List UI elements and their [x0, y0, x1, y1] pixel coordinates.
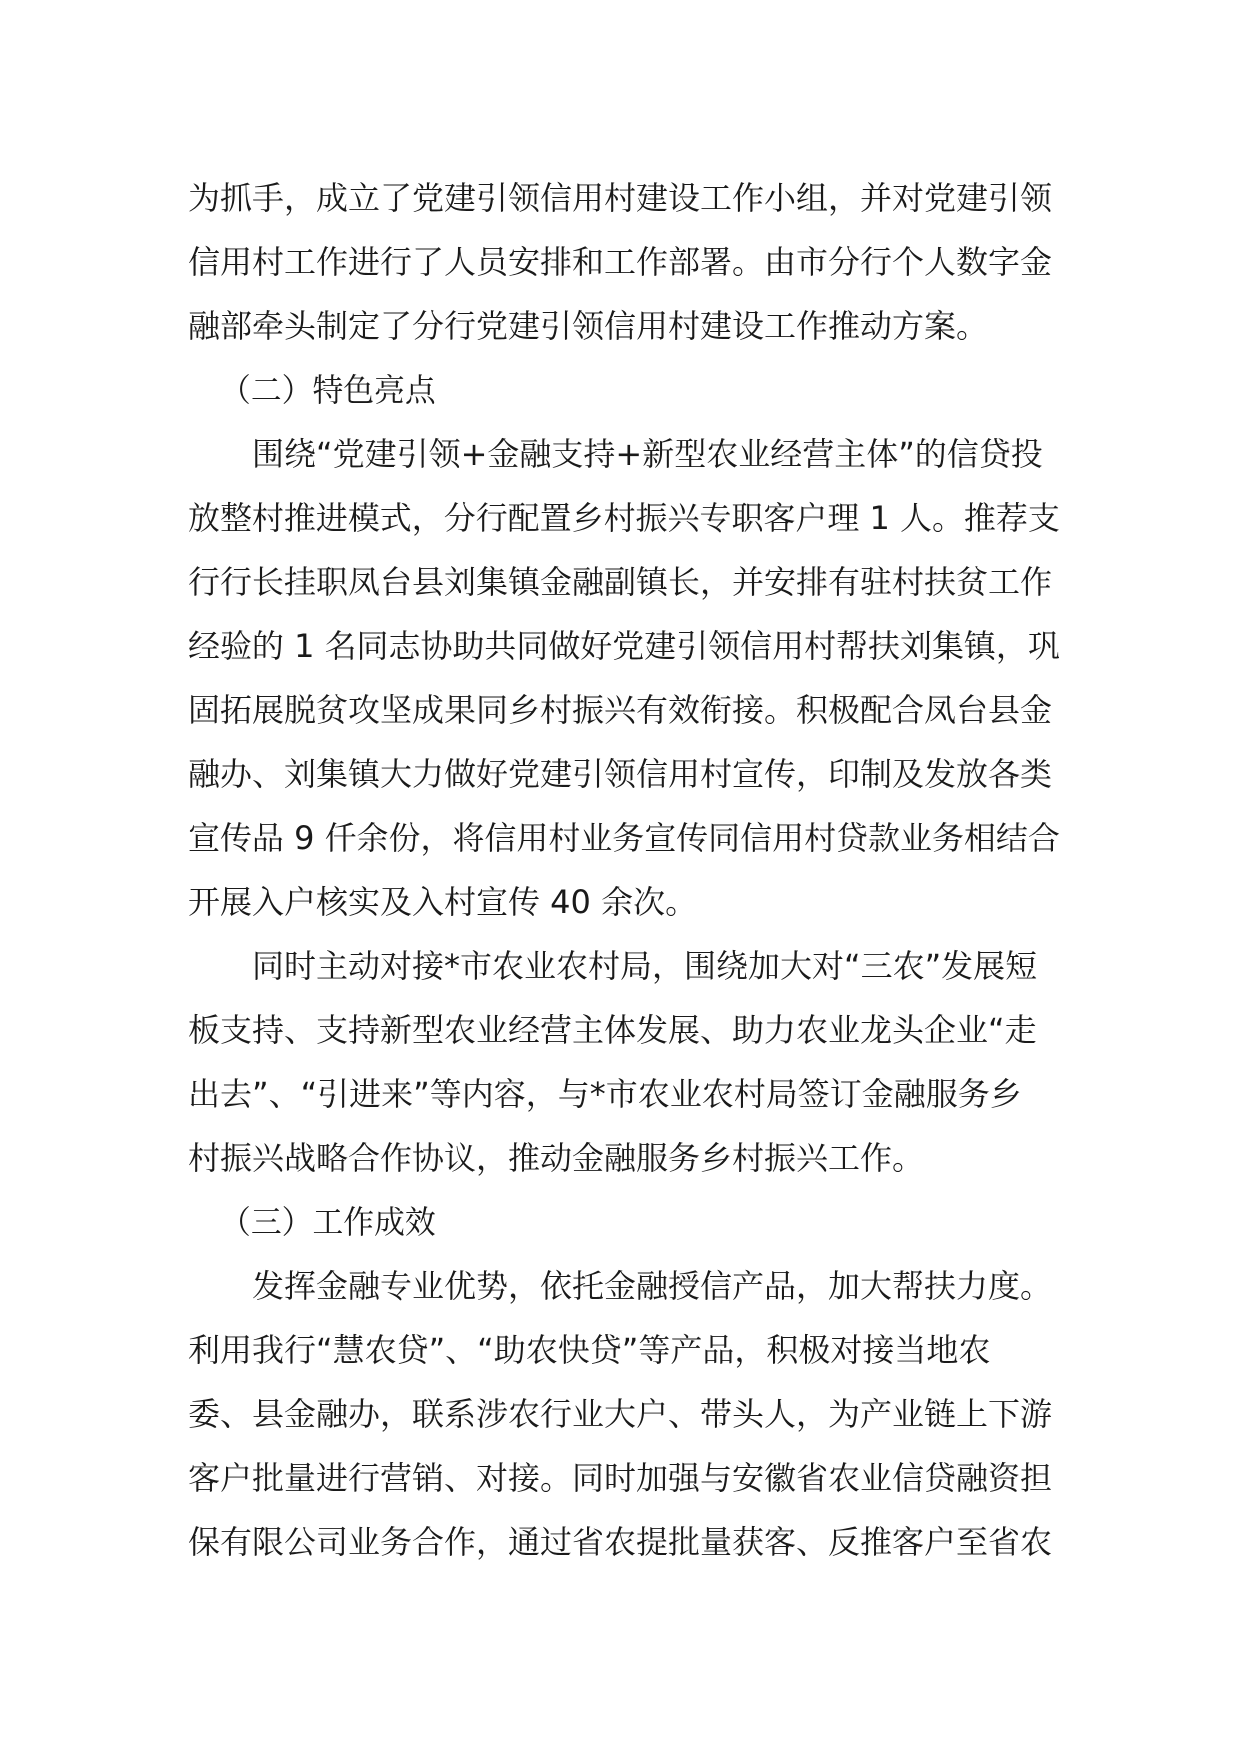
paragraph-line: 放整村推进模式，分行配置乡村振兴专职客户理 1 人。推荐支 [188, 499, 1060, 537]
paragraph-line: 村振兴战略合作协议，推动金融服务乡村振兴工作。 [188, 1139, 925, 1177]
paragraph-line: 委、县金融办，联系涉农行业大户、带头人，为产业链上下游 [188, 1395, 1053, 1433]
paragraph-line: 信用村工作进行了人员安排和工作部署。由市分行个人数字金 [188, 243, 1053, 281]
paragraph-line: 同时主动对接*市农业农村局，围绕加大对“三农”发展短 [252, 947, 1038, 985]
section-heading: （三）工作成效 [220, 1203, 436, 1241]
paragraph-line: 融部牵头制定了分行党建引领信用村建设工作推动方案。 [188, 307, 989, 345]
paragraph-line: 利用我行“慧农贷”、“助农快贷”等产品，积极对接当地农 [188, 1331, 991, 1369]
paragraph-line: 宣传品 9 仟余份，将信用村业务宣传同信用村贷款业务相结合 [188, 819, 1060, 857]
paragraph-line: 为抓手，成立了党建引领信用村建设工作小组，并对党建引领 [188, 179, 1053, 217]
paragraph-line: 行行长挂职凤台县刘集镇金融副镇长，并安排有驻村扶贫工作 [188, 563, 1053, 601]
paragraph-line: 出去”、“引进来”等内容，与*市农业农村局签订金融服务乡 [188, 1075, 1022, 1113]
paragraph-line: 客户批量进行营销、对接。同时加强与安徽省农业信贷融资担 [188, 1459, 1053, 1497]
paragraph-line: 围绕“党建引领+金融支持+新型农业经营主体”的信贷投 [252, 435, 1043, 473]
paragraph-line: 保有限公司业务合作，通过省农提批量获客、反推客户至省农 [188, 1523, 1053, 1561]
paragraph-line: 板支持、支持新型农业经营主体发展、助力农业龙头企业“走 [188, 1011, 1037, 1049]
paragraph-line: 经验的 1 名同志协助共同做好党建引领信用村帮扶刘集镇，巩 [188, 627, 1060, 665]
paragraph-line: 融办、刘集镇大力做好党建引领信用村宣传，印制及发放各类 [188, 755, 1053, 793]
paragraph-line: 发挥金融专业优势，依托金融授信产品，加大帮扶力度。 [252, 1267, 1053, 1305]
section-heading: （二）特色亮点 [220, 371, 436, 409]
paragraph-line: 固拓展脱贫攻坚成果同乡村振兴有效衔接。积极配合凤台县金 [188, 691, 1053, 729]
paragraph-line: 开展入户核实及入村宣传 40 余次。 [188, 883, 698, 921]
